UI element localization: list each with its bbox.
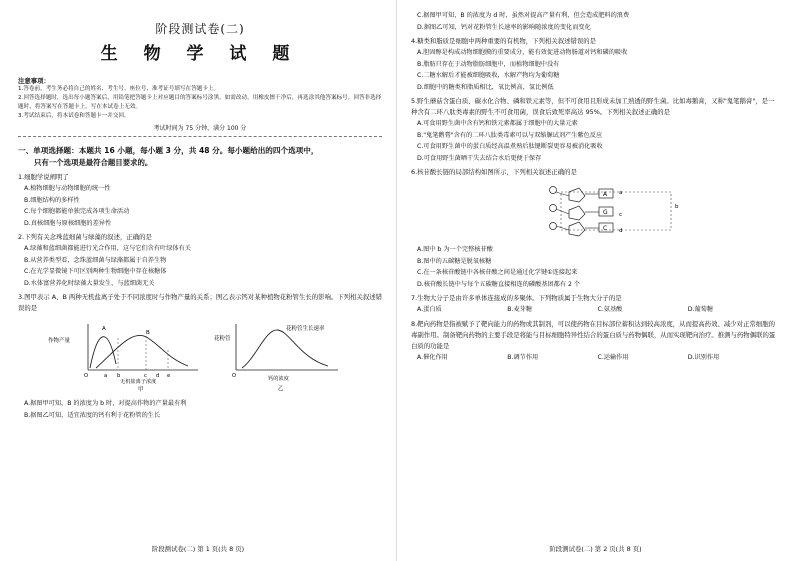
curve-a-label: A: [102, 326, 106, 332]
page-footer: 阶段测试卷(二) 第 1 页(共 8 页): [151, 545, 245, 553]
option-c: C.每个细胞都能单独完成各项生命活动: [24, 208, 130, 215]
option-b: B.图中的五碳糖是脱氧核糖: [417, 257, 492, 265]
phosphate-1: [550, 187, 557, 194]
option-b: B.细胞结构的多样性: [24, 196, 80, 204]
option-d: D.据图乙可知，钙对花粉管生长速率的影响随浓度的变化而变化: [417, 23, 591, 31]
page-footer: 阶段测试卷(二) 第 2 页(共 8 页): [549, 545, 642, 553]
base-a-label: A: [603, 191, 608, 198]
label-a: a: [619, 190, 623, 196]
option-c: C.氨基酸: [597, 306, 623, 313]
question-2-stem: 2.下列有关念珠蓝细菌与绿藻的叙述，正确的是: [18, 233, 152, 241]
question-3-stem: 3.图甲表示 A、B 两种无机盐离子处于不同浓度时与作物产量的关系；图乙表示钙对某种植物花粉管生长的影响。下列相关叙述错误的是: [18, 293, 383, 312]
base-g-label: G: [603, 209, 608, 216]
fig-jia-ylabel: 作物产量: [48, 338, 71, 344]
fig-yi-xlabel: 钙的浓度: [268, 376, 289, 382]
sugar-1: [569, 188, 585, 202]
section-heading: 一、单项选择题：本题共 16 小题，每小题 3 分，共 48 分。每小题给出的四个选项中，: [18, 146, 319, 155]
fig-yi-origin: O: [232, 373, 237, 379]
exam-title: 生 物 学 试 题: [100, 44, 300, 64]
base-c-label: C: [603, 225, 608, 232]
curve-growth: [242, 330, 328, 368]
option-a: A.蛋白质: [417, 306, 442, 313]
phosphate-3: [550, 223, 557, 230]
option-c: C.二糖水解后才能被细胞吸收，水解产物均为葡萄糖: [417, 72, 560, 79]
divider: [18, 136, 382, 137]
question-1-stem: 1.细胞学说阐明了: [18, 173, 69, 181]
question-4-stem: 4.糖类和脂质是细胞中两种重要的有机物，下列相关叙述错误的是: [411, 37, 597, 45]
curve-b-label: B: [146, 330, 150, 336]
option-c: C.运输作用: [597, 353, 629, 361]
fig-yi-curve-label: 花粉管生长速率: [286, 326, 325, 332]
phosphate-2: [550, 205, 557, 212]
option-a: A.胆固醇是构成动物细胞膜的重要成分，能有效促进动物肠道对钙和磷的吸收: [417, 49, 628, 56]
tick-a: a: [104, 373, 108, 379]
question-3-figures: [38, 318, 368, 392]
figure-yi: [214, 324, 338, 392]
tick-d: d: [156, 373, 160, 379]
curve-b: [96, 335, 188, 368]
option-c: C.在光学显微镜下可区别两种生物细胞中存在核糖体: [24, 268, 167, 275]
sugar-3: [569, 222, 585, 236]
option-b: B.调节作用: [507, 353, 539, 361]
note-item: 2.回答选择题时，选出每小题答案后，用铅笔把答题卡上对应题目的答案标号涂黑。如需改动，用橡皮擦干净后，再选涂其他答案标号。回答非选择题时，将答案写在答题卡上，写在本试卷上无效。: [18, 95, 382, 110]
question-8-stem: 8.靶向药物是指被赋予了靶向能力的药物或其制剂，可以使药物在目标部位蓄积达到较高浓度，从而提高药效、减少对正常细胞的毒副作用。制备靶向药物的主要手段是将能与目标细胞特异性结合的蛋白质与药物偶联，从而实现靶向治疗。推测与药物偶联的蛋白质的功能是: [411, 319, 776, 350]
option-a: A.催化作用: [417, 353, 448, 361]
question-5-stem: 5.野生蘑菇含蛋白质、碳水化合物、磷和铁元素等，但不可食用且形成未加工熟透的野生菌。比如毒鹅膏，又称"鬼笔鹅膏"，是一种含有二环八肽类毒素的野生不可食用菌，误食后致死率高达 95%。下列相关叙述正确的是: [411, 97, 775, 116]
question-7-options: [411, 304, 778, 316]
label-d: d: [619, 228, 623, 234]
option-a: A.据图甲可知，B 的浓度为 b 时，对提高作物的产量最有利: [24, 400, 187, 407]
option-d: D.细胞中的糖类和脂质相比，氧比例高，氢比例低: [417, 83, 554, 91]
option-d: D.真核细胞与原核细胞的差异性: [24, 219, 112, 227]
right-page: [397, 0, 794, 561]
option-d: D.水体富营养化时绿藻大量发生，与蓝细菌无关: [24, 279, 155, 287]
time-info: 考试时间为 75 分钟，满分 100 分: [153, 125, 247, 132]
nucleotide-chain-figure: [541, 182, 741, 238]
label-b: b: [675, 204, 679, 210]
option-b: B."鬼笔鹅膏"含有的二环八肽类毒素可以与双缩脲试剂产生紫色反应: [417, 131, 603, 139]
sugar-2: [569, 206, 585, 220]
tick-c: c: [144, 373, 147, 379]
question-8-options: [411, 352, 778, 364]
option-a: A.绿藻和蓝细菌都能进行光合作用，这与它们含有叶绿体有关: [24, 245, 191, 252]
option-d: D.核苷酸长链中与每个五碳糖直接相连的磷酸基团都有 2 个: [417, 280, 581, 288]
option-d: D.葡萄糖: [687, 306, 714, 313]
option-a: A.图中 b 为一个完整核苷酸: [417, 246, 493, 253]
fig-jia-caption: 甲: [138, 387, 144, 392]
section-subheading: 只有一个选项是最符合题目要求的。: [34, 158, 153, 167]
option-c: C.据图甲可知，B 的浓度为 d 时，虽然对提高产量有利，但会造成肥料的浪费: [417, 12, 630, 19]
option-b: B.据图乙可知，适宜浓度的钙有利于花粉管的生长: [24, 411, 161, 419]
question-6-stem: 6.核苷酸长链的局部结构如图所示，下列相关叙述正确的是: [411, 168, 577, 176]
option-d: D.识别作用: [687, 353, 720, 361]
question-7-stem: 7.生物大分子是由许多单体连接成的多聚体。下列物质属于生物大分子的是: [411, 294, 622, 302]
fig-yi-ylabel: 花粉管: [214, 336, 231, 342]
fig-yi-caption: 乙: [278, 386, 284, 392]
option-b: B.脂肪只存在于动物脂肪细胞中，而植物细胞中没有: [417, 60, 560, 68]
exam-subtitle: 阶段测试卷(二): [155, 22, 245, 36]
option-c: C.可食用野生菌中的蛋白质经高温煮熟后肽键断裂更容易被消化吸收: [417, 143, 603, 150]
fig-jia-xlabel: 无机盐离子浓度: [120, 379, 157, 385]
option-d: D.可食用野生菌晒干失去结合水后更便于保存: [417, 154, 542, 162]
note-item: 3.考试结束后，将本试卷和答题卡一并交回。: [18, 113, 130, 119]
option-c: C.在一条核苷酸链中各核苷酸之间是通过化学键①连接起来: [417, 269, 578, 276]
figure-jia: [48, 324, 198, 392]
tick-b: b: [117, 373, 121, 379]
option-b: B.麦芽糖: [507, 306, 533, 313]
option-a: A.可食用野生菌中含有钙和铁元素都属于细胞中的大量元素: [417, 120, 578, 127]
note-item: 1.答卷前，考生务必将自己的姓名、考生号、座位号、准考证号填写在答题卡上。: [18, 86, 220, 92]
option-a: A.植物细胞与动物细胞的统一性: [24, 185, 111, 192]
option-b: B.从营养类型看，念珠蓝细菌与绿藻都属于自养生物: [24, 256, 167, 264]
tick-o: O: [84, 373, 89, 379]
tick-e: e: [167, 373, 171, 379]
label-c: c: [619, 212, 623, 218]
notes-heading: 注意事项：: [18, 77, 50, 85]
